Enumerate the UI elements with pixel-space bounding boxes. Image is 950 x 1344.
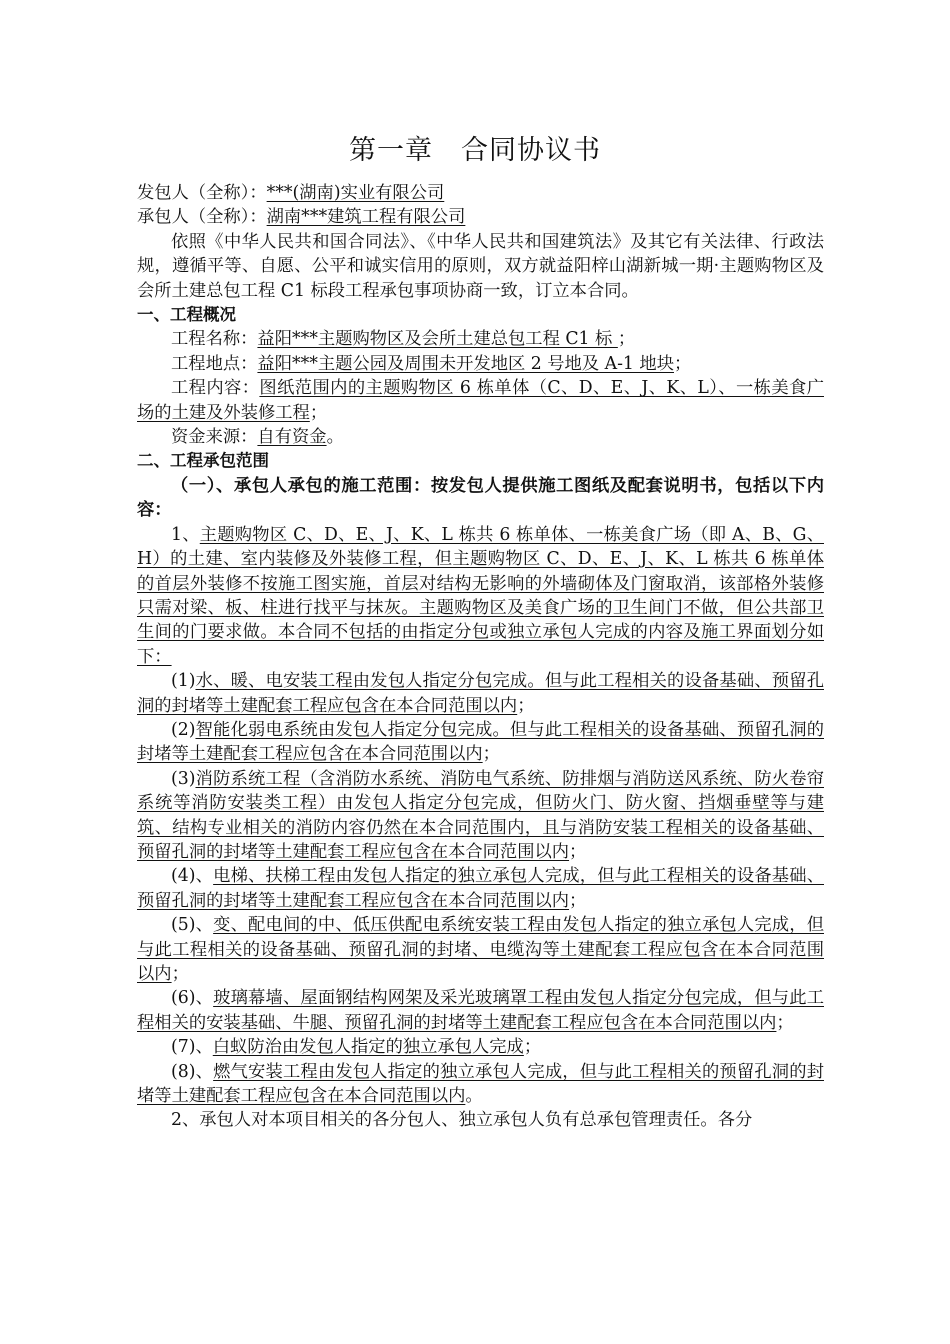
project-site-value: 益阳***主题公园及周围未开发地区 2 号地及 A-1 地块 [257, 353, 674, 374]
sub-item-end: ； [171, 964, 189, 984]
sub-item-end: ； [776, 1012, 794, 1033]
sub-item-text: 水、暖、电安装工程由发包人指定分包完成。但与此工程相关的设备基础、预留孔洞的封堵等土建配套工程应包含在本合同范围以内 [137, 671, 824, 716]
sub-item-prefix: (7)、 [171, 1037, 213, 1058]
sub-item-text: 玻璃幕墙、屋面钢结构网架及采光玻璃罩工程由发包人指定分包完成，但与此工程相关的安装基础、牛腿、预留孔洞的封堵等土建配套工程应包含在本合同范围以内 [137, 988, 824, 1033]
sub-item-prefix: (3) [171, 768, 196, 789]
sub-item-text: 消防系统工程（含消防水系统、消防电气系统、防排烟与消防送风系统、防火卷帘系统等消防安装类工程）由发包人指定分包完成，但防火门、防火窗、挡烟垂壁等与建筑、结构专业相关的消防内容仍然在本合同范围内，且与消防安装工程相关的设备基础、预留孔洞的封堵等土建配套工程应包含在本合同范围以内 [137, 768, 824, 862]
employer-label: 发包人（全称）： [137, 183, 267, 203]
intro-paragraph: 依照《中华人民共和国合同法》、《中华人民共和国建筑法》及其它有关法律、行政法规，遵循平等、自愿、公平和诚实信用的原则，双方就益阳梓山湖新城一期·主题购物区及会所土建总包工程 C1 标段工程承包事项协商一致，订立本合同。 [137, 231, 824, 301]
employer-name: ***(湖南)实业有限公司 [266, 183, 445, 203]
sub-item-1 [137, 669, 824, 718]
project-name-value: 益阳***主题购物区及会所土建总包工程 C1 标 [257, 329, 618, 350]
sub-item-end: ； [517, 695, 535, 716]
sub-item-end: ； [569, 841, 587, 862]
sub-item-text: 智能化弱电系统由发包人指定分包完成。但与此工程相关的设备基础、预留孔洞的封堵等土建配套工程应包含在本合同范围以内 [137, 719, 824, 765]
contractor-name: 湖南***建筑工程有限公司 [266, 207, 466, 228]
item-1 [137, 523, 824, 669]
sub-item-end: 。 [465, 1086, 483, 1107]
project-site-line [137, 352, 824, 376]
sub-item-prefix: (6)、 [171, 988, 214, 1009]
sub-item-text: 变、配电间的中、低压供配电系统安装工程由发包人指定的独立承包人完成，但与此工程相关的设备基础、预留孔洞的封堵、电缆沟等土建配套工程应包含在本合同范围以内 [137, 915, 824, 984]
sub-item-end: ； [482, 744, 500, 765]
sub-item-prefix: (5)、 [171, 915, 214, 936]
funding-line [137, 425, 824, 449]
sub-item-text: 燃气安装工程由发包人指定的独立承包人完成，但与此工程相关的预留孔洞的封堵等土建配套工程应包含在本合同范围以内 [137, 1061, 824, 1107]
sub-item-text: 电梯、扶梯工程由发包人指定的独立承包人完成，但与此工程相关的设备基础、预留孔洞的封堵等土建配套工程应包含在本合同范围以内 [137, 866, 824, 911]
contractor-line [137, 205, 824, 229]
project-site-end: ； [673, 353, 692, 374]
project-content-end: ； [309, 402, 328, 423]
funding-end: 。 [326, 427, 344, 448]
sub-item-prefix: (1) [171, 671, 196, 692]
document-body [137, 181, 824, 1133]
funding-label: 资金来源： [171, 427, 258, 448]
project-site-label: 工程地点： [171, 353, 258, 374]
page-title: 第一章 合同协议书 [349, 135, 601, 166]
section1-heading: 一、工程概况 [137, 305, 236, 325]
sub-item-3 [137, 767, 824, 865]
section2-heading: 二、工程承包范围 [137, 451, 269, 471]
sub-item-4 [137, 864, 824, 913]
funding-value: 自有资金 [257, 427, 327, 448]
item-1-text: 主题购物区 C、D、E、J、K、L 栋共 6 栋单体、一栋美食广场（即 A、B、G、H）的土建、室内装修及外装修工程，但主题购物区 C、D、E、J、K、L 栋共 6 栋单体的首层外装修不按施工图实施，首层对结构无影响的外墙砌体及门窗取消，该部格外装修只需对梁、板、柱进行找平与抹灰。主题购物区及美食广场的卫生间门不做，但公共部卫生间的门要求做。本合同不包括的由指定分包或独立承包人完成的内容及施工界面划分如下： [137, 524, 824, 667]
sub-item-5 [137, 913, 824, 986]
item-2: 2、承包人对本项目相关的各分包人、独立承包人负有总承包管理责任。各分 [171, 1110, 753, 1131]
sub-item-end: ； [569, 890, 587, 911]
sub-item-2 [137, 718, 824, 767]
sub-item-prefix: (8)、 [171, 1061, 214, 1082]
project-name-line [137, 327, 824, 351]
project-name-label: 工程名称： [171, 329, 258, 350]
sub-item-prefix: (4)、 [171, 866, 214, 887]
sub-item-6 [137, 986, 824, 1035]
item-1-prefix: 1、 [171, 524, 200, 545]
scope-intro: （一）、承包人承包的施工范围：按发包人提供施工图纸及配套说明书，包括以下内容： [137, 475, 824, 521]
project-content-line [137, 376, 824, 425]
sub-item-end: ； [523, 1037, 542, 1058]
project-content-value: 图纸范围内的主题购物区 6 栋单体（C、D、E、J、K、L）、一栋美食广场的土建及外装修工程 [137, 378, 824, 423]
employer-line [137, 181, 824, 205]
project-name-end: ； [617, 329, 636, 350]
sub-item-text: 白蚁防治由发包人指定的独立承包人完成 [212, 1037, 524, 1058]
project-content-label: 工程内容： [171, 378, 260, 399]
sub-item-7 [137, 1035, 824, 1059]
sub-item-8 [137, 1060, 824, 1109]
contractor-label: 承包人（全称）： [137, 207, 267, 228]
sub-item-prefix: (2) [171, 719, 196, 740]
